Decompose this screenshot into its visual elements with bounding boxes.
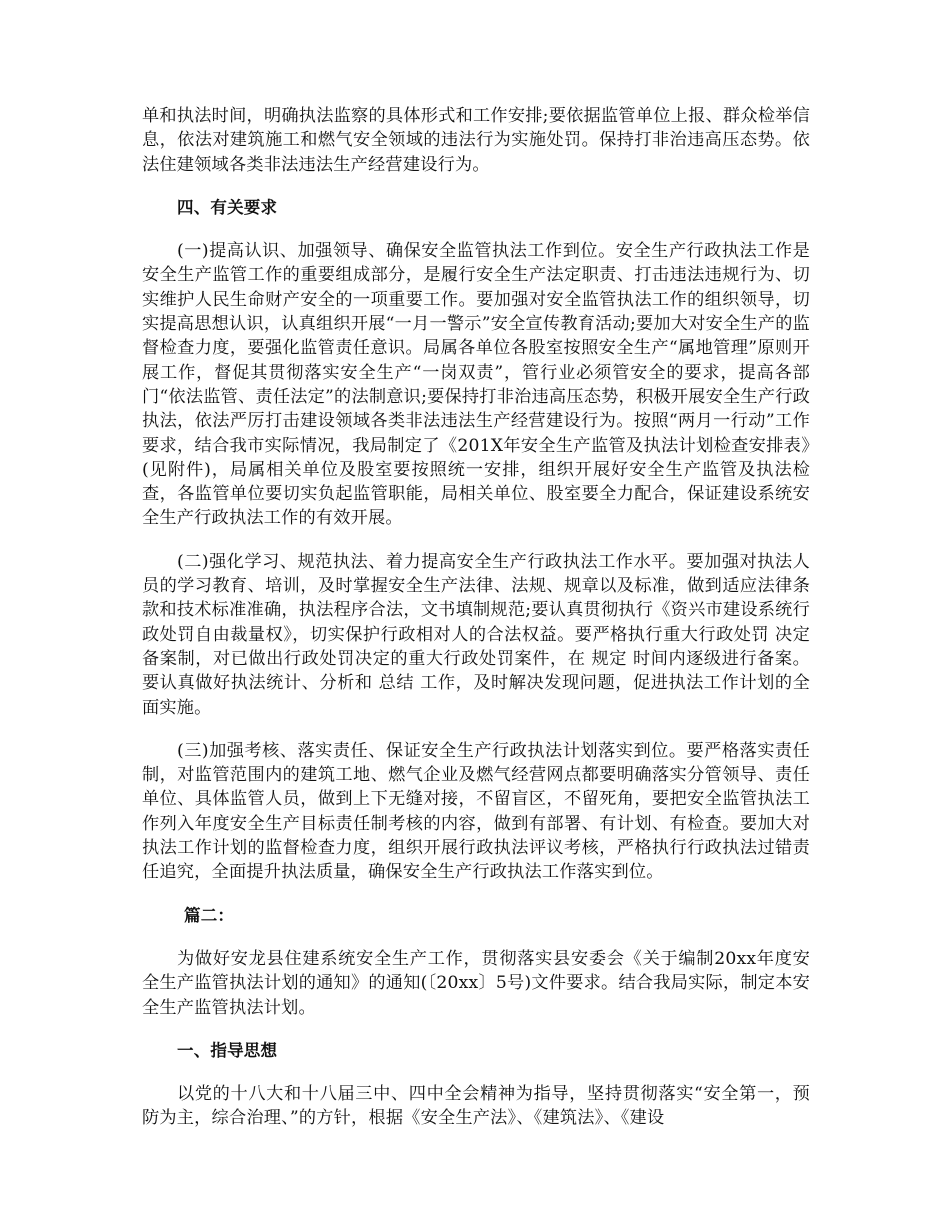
body-paragraph-6: 以党的十八大和十八届三中、四中全会精神为指导，坚持贯彻落实“安全第一，预防为主，综合治理、”的方针，根据《安全生产法》、《建筑法》、《建设 [142,1084,810,1129]
body-paragraph-1: 单和执法时间，明确执法监察的具体形式和工作安排;要依据监管单位上报、群众检举信息，依法对建筑施工和燃气安全领域的违法行为实施处罚。保持打非治违高压态势。依法住建领域各类非法违法生产经营建设行为。 [142,106,810,175]
section-heading-guiding-thought: 一、指导思想 [177,1040,278,1060]
body-paragraph-3: (二)强化学习、规范执法、着力提高安全生产行政执法工作水平。要加强对执法人员的学习教育、培训，及时掌握安全生产法律、法规、规章以及标准，做到适应法律条款和技术标准准确，执法程序合法，文书填制规范;要认真贯彻执行《资兴市建设系统行政处罚自由裁量权》，切实保护行政相对人的合法权益。要严格执行重大行政处罚 决定 备案制，对已做出行政处罚决定的重大行政处罚案件，在 规定 时间内逐级进行备案。要认真做好执法统计、分析和 总结 工作，及时解决发现问题，促进执法工作计划的全面实施。 [142,551,810,718]
section-heading-part-two: 篇二： [184,905,235,925]
section-heading-requirements: 四、有关要求 [177,197,278,217]
body-paragraph-4: (三)加强考核、落实责任、保证安全生产行政执法计划落实到位。要严格落实责任制，对监管范围内的建筑工地、燃气企业及燃气经营网点都要明确落实分管领导、责任单位、具体监管人员，做到上下无缝对接，不留盲区，不留死角，要把安全监管执法工作列入年度安全生产目标责任制考核的内容，做到有部署、有计划、有检查。要加大对执法工作计划的监督检查力度，组织开展行政执法评议考核，严格执行行政执法过错责任追究，全面提升执法质量，确保安全生产行政执法工作落实到位。 [142,740,810,883]
body-paragraph-2: (一)提高认识、加强领导、确保安全监管执法工作到位。安全生产行政执法工作是安全生产监管工作的重要组成部分，是履行安全生产法定职责、打击违法违规行为、切实维护人民生命财产安全的一项重要工作。要加强对安全监管执法工作的组织领导，切实提高思想认识，认真组织开展“一月一警示”安全宣传教育活动;要加大对安全生产的监督检查力度，要强化监管责任意识。局属各单位各股室按照安全生产“属地管理”原则开展工作，督促其贯彻落实安全生产“一岗双责”，管行业必须管安全的要求，提高各部门“依法监管、责任法定”的法制意识;要保持打非治违高压态势，积极开展安全生产行政执法，依法严厉打击建设领域各类非法违法生产经营建设行为。按照“两月一行动”工作要求，结合我市实际情况，我局制定了《201X年安全生产监管及执法计划检查安排表》(见附件)，局属相关单位及股室要按照统一安排，组织开展好安全生产监管及执法检查，各监管单位要切实负起监管职能，局相关单位、股室要全力配合，保证建设系统安全生产行政执法工作的有效开展。 [142,241,810,529]
body-paragraph-5: 为做好安龙县住建系统安全生产工作，贯彻落实县安委会《关于编制20xx年度安全生产监管执法计划的通知》的通知(〔20xx〕5号)文件要求。结合我局实际，制定本安全生产监管执法计划。 [142,948,810,1018]
document-page [142,104,810,1131]
